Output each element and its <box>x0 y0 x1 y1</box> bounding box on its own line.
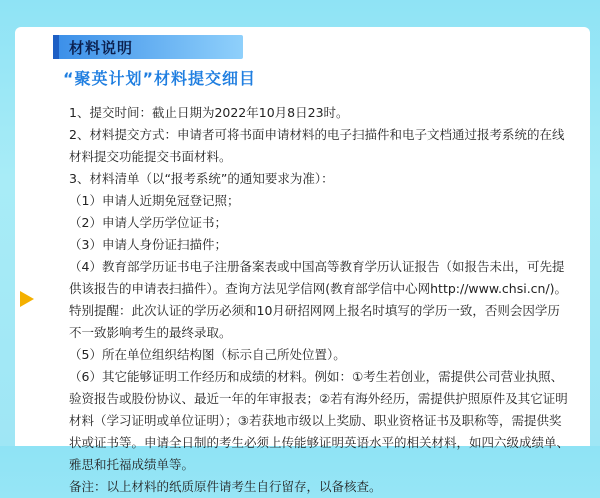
item-submission-method: 2、材料提交方式：申请者可将书面申请材料的电子扫描件和电子文档通过报考系统的在线材料提交功能提交书面材料。 <box>69 127 565 164</box>
subitem-org-chart: （5）所在单位组织结构图（标示自己所处位置）。 <box>69 347 346 362</box>
subitem-other-materials: （6）其它能够证明工作经历和成绩的材料。例如：①考生若创业，需提供公司营业执照、验资报告或股份协议、最近一年的年审报表；②若有海外经历，需提供护照原件及其它证明材料（学习证明或单位证明）；③若获地市级以上奖励、职业资格证书及职称等，需提供奖状或证书等。申请全日制的考生必须上传能够证明英语水平的相关材料，如四六级成绩单、雅思和托福成绩单等。 <box>69 369 570 472</box>
item-material-list: 3、材料清单（以“报考系统”的通知要求为准）： <box>69 171 334 186</box>
document-title: “聚英计划”材料提交细目 <box>63 69 257 88</box>
subitem-degree-certificate: （2）申请人学历学位证书； <box>69 215 227 230</box>
subitem-photo: （1）申请人近期免冠登记照； <box>69 193 240 208</box>
item-submission-time: 1、提交时间：截止日期为2022年10月8日23时。 <box>69 105 349 120</box>
subitem-id-card: （3）申请人身份证扫描件； <box>69 237 227 252</box>
warning-triangle-icon <box>20 291 34 307</box>
subitem-education-report: （4）教育部学历证书电子注册备案表或中国高等教育学历认证报告（如报告未出，可先提供该报告的申请表扫描件）。查询方法见学信网(教育部学信中心网http://www.chsi.cn/)。 <box>69 259 568 296</box>
special-reminder: 特别提醒：此次认证的学历必须和10月研招网网上报名时填写的学历一致，否则会因学历不一致影响考生的最终录取。 <box>69 303 560 340</box>
section-title: 材料说明 <box>69 39 134 57</box>
remark: 备注：以上材料的纸质原件请考生自行留存，以备核查。 <box>69 479 382 494</box>
section-header <box>53 35 243 59</box>
document-body <box>43 102 571 498</box>
section-header-accent-bar <box>53 35 59 59</box>
